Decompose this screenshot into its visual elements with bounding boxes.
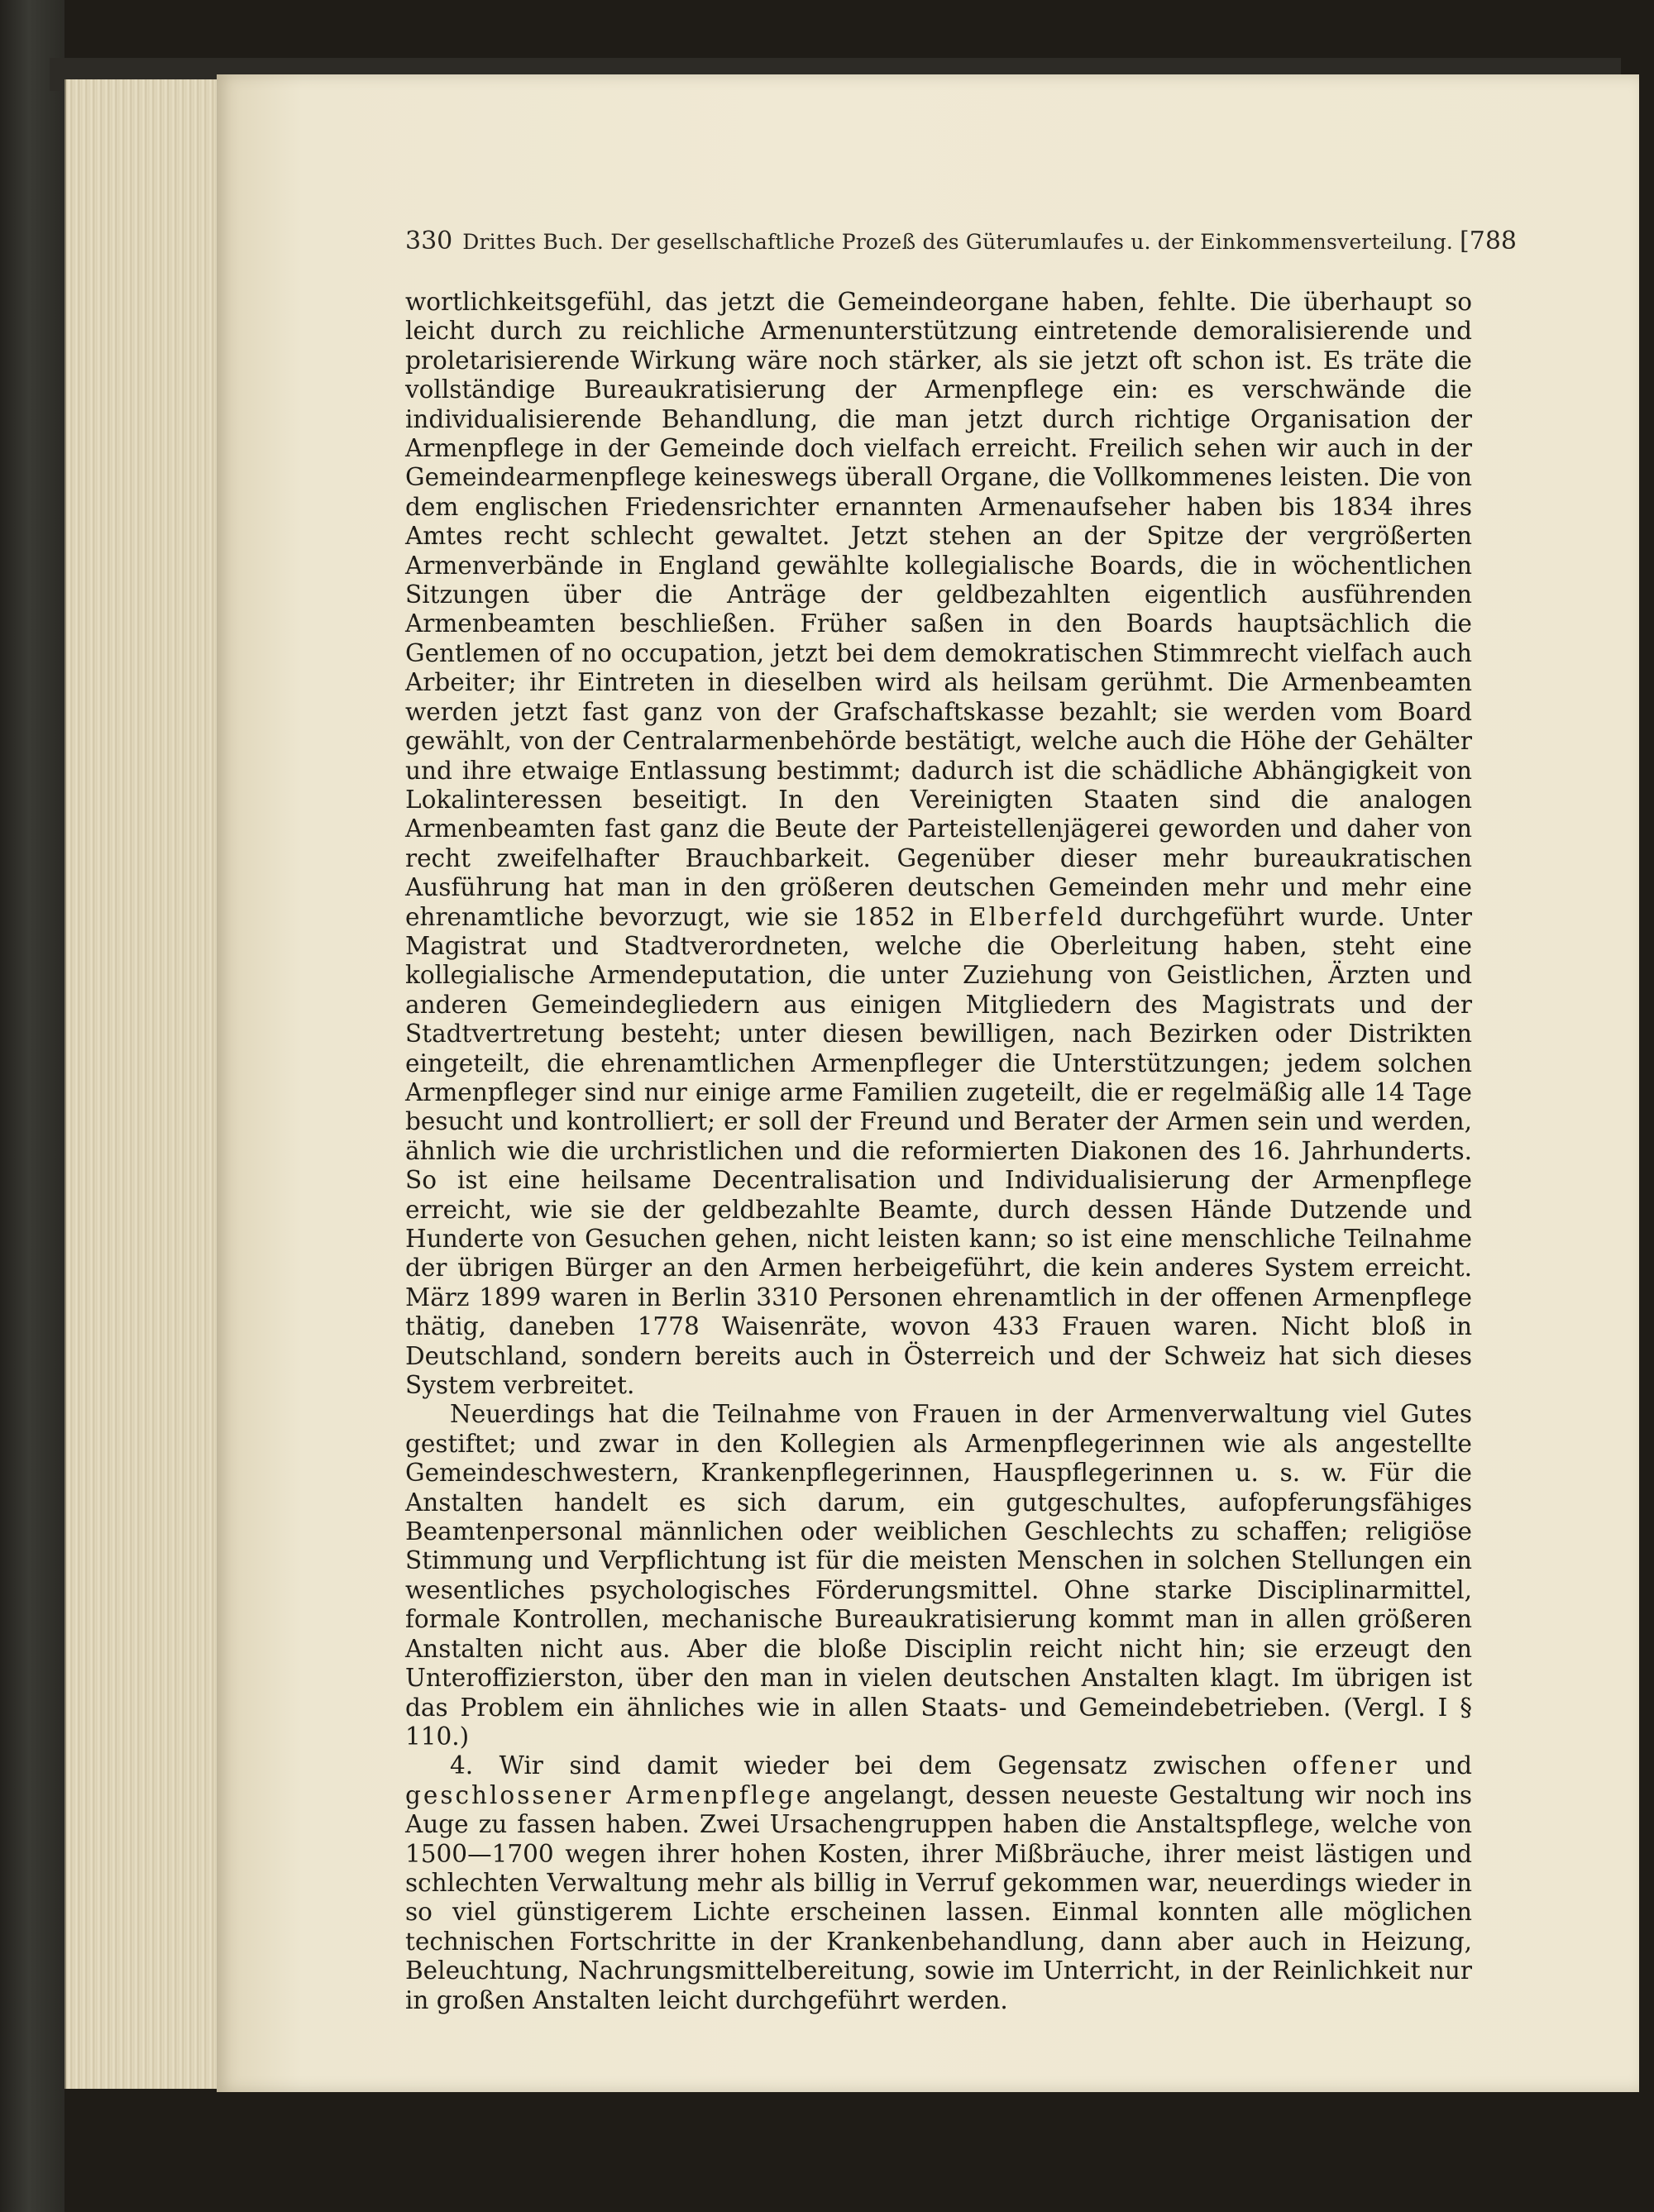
emphasis-offener: offener: [1293, 1751, 1399, 1780]
original-page-number: [788: [1460, 227, 1518, 256]
book-binding: [0, 0, 65, 2212]
running-title: Drittes Buch. Der gesellschaftliche Prozeß des Güterumlaufes u. der Einkommensverteilung.: [462, 230, 1454, 254]
page-edges: [65, 79, 232, 2089]
paragraph-3-und: und: [1425, 1751, 1472, 1780]
running-header: [405, 227, 1518, 256]
page-number: 330: [405, 227, 453, 256]
paragraph-3: [405, 1751, 1472, 2015]
paragraph-3-end: angelangt, dessen neueste Gestaltung wir noch ins Auge zu fassen haben. Zwei Ursachengruppen haben die Anstaltspflege, welche von 1500—1700 wegen ihrer hohen Kosten, ihrer Mißbräuche, ihrer meist lästigen und schlechten Verwaltung mehr als billig in Verruf gekommen war, neuerdings wieder in so viel günstigerem Lichte erscheinen lassen. Einmal konnten alle möglichen technischen Fortschritte in der Krankenbehandlung, dann aber auch in Heizung, Beleuchtung, Nachrungsmittelbereitung, sowie im Unterricht, in der Reinlichkeit nur in großen Anstalten leicht durchgeführt werden.: [405, 1780, 1472, 2014]
paragraph-3-start: 4. Wir sind damit wieder bei dem Gegensatz zwischen: [450, 1751, 1267, 1780]
paragraph-1-end: durchgeführt wurde. Unter Magistrat und Stadtverordneten, welche die Oberleitung haben, steht eine kollegialische Armendeputation, die unter Zuziehung von Geistlichen, Ärzten und anderen Gemeindegliedern aus einigen Mitgliedern des Magistrats und der Stadtvertretung besteht; unter diesen bewilligen, nach Bezirken oder Distrikten eingeteilt, die ehrenamtlichen Armenpfleger die Unterstützungen; jedem solchen Armenpfleger sind nur einige arme Familien zugeteilt, die er regelmäßig alle 14 Tage besucht und kontrolliert; er soll der Freund und Berater der Armen sein und werden, ähnlich wie die urchristlichen und die reformierten Diakonen des 16. Jahrhunderts. So ist eine heilsame Decentralisation und Individualisierung der Armenpflege erreicht, wie sie der geldbezahlte Beamte, durch dessen Hände Dutzende und Hunderte von Gesuchen gehen, nicht leisten kann; so ist eine menschliche Teilnahme der übrigen Bürger an den Armen herbeigeführt, die kein anderes System erreicht. März 1899 waren in Berlin 3310 Personen ehrenamtlich in der offenen Armenpflege thätig, daneben 1778 Waisenräte, wovon 433 Frauen waren. Nicht bloß in Deutschland, sondern bereits auch in Österreich und der Schweiz hat sich dieses System verbreitet.: [405, 902, 1472, 1400]
emphasis-geschlossener: geschlossener Armenpflege: [405, 1780, 814, 1809]
paragraph-2: Neuerdings hat die Teilnahme von Frauen in der Armenverwaltung viel Gutes gestiftet; und zwar in den Kollegien als Armenpflegerinnen wie als angestellte Gemeindeschwestern, Krankenpflegerinnen, Hauspflegerinnen u. s. w. Für die Anstalten handelt es sich darum, ein gutgeschultes, aufopferungsfähiges Beamtenpersonal männlichen oder weiblichen Geschlechts zu schaffen; religiöse Stimmung und Verpflichtung ist für die meisten Menschen in solchen Stellungen ein wesentliches psychologisches Förderungsmittel. Ohne starke Disciplinarmittel, formale Kontrollen, mechanische Bureaukratisierung kommt man in allen größeren Anstalten nicht aus. Aber die bloße Disciplin reicht nicht hin; sie erzeugt den Unteroffizierston, über den man in vielen deutschen Anstalten klagt. Im übrigen ist das Problem ein ähnliches wie in allen Staats- und Gemeindebetrieben. (Vergl. I § 110.): [405, 1400, 1472, 1751]
body-text: [405, 288, 1472, 2015]
emphasis-elberfeld: Elberfeld: [968, 902, 1106, 931]
paragraph-1: [405, 288, 1472, 1400]
paragraph-1-text: wortlichkeitsgefühl, das jetzt die Gemeindeorgane haben, fehlte. Die überhaupt so leicht durch zu reichliche Armenunterstützung eintretende demoralisierende und proletarisierende Wirkung wäre noch stärker, als sie jetzt oft schon ist. Es träte die vollständige Bureaukratisierung der Armenpflege ein: es verschwände die individualisierende Behandlung, die man jetzt durch richtige Organisation der Armenpflege in der Gemeinde doch vielfach erreicht. Freilich sehen wir auch in der Gemeindearmenpflege keineswegs überall Organe, die Vollkommenes leisten. Die von dem englischen Friedensrichter ernannten Armenaufseher haben bis 1834 ihres Amtes recht schlecht gewaltet. Jetzt stehen an der Spitze der vergrößerten Armenverbände in England gewählte kollegialische Boards, die in wöchentlichen Sitzungen über die Anträge der geldbezahlten eigentlich ausführenden Armenbeamten beschließen. Früher saßen in den Boards hauptsächlich die Gentlemen of no occupation, jetzt bei dem demokratischen Stimmrecht vielfach auch Arbeiter; ihr Eintreten in dieselben wird als heilsam gerühmt. Die Armenbeamten werden jetzt fast ganz von der Grafschaftskasse bezahlt; sie werden vom Board gewählt, von der Centralarmenbehörde bestätigt, welche auch die Höhe der Gehälter und ihre etwaige Entlassung bestimmt; dadurch ist die schädliche Abhängigkeit von Lokalinteressen beseitigt. In den Vereinigten Staaten sind die analogen Armenbeamten fast ganz die Beute der Parteistellenjägerei geworden und daher von recht zweifelhafter Brauchbarkeit. Gegenüber dieser mehr bureaukratischen Ausführung hat man in den größeren deutschen Gemeinden mehr und mehr eine ehrenamtliche bevorzugt, wie sie 1852 in: [405, 288, 1472, 931]
